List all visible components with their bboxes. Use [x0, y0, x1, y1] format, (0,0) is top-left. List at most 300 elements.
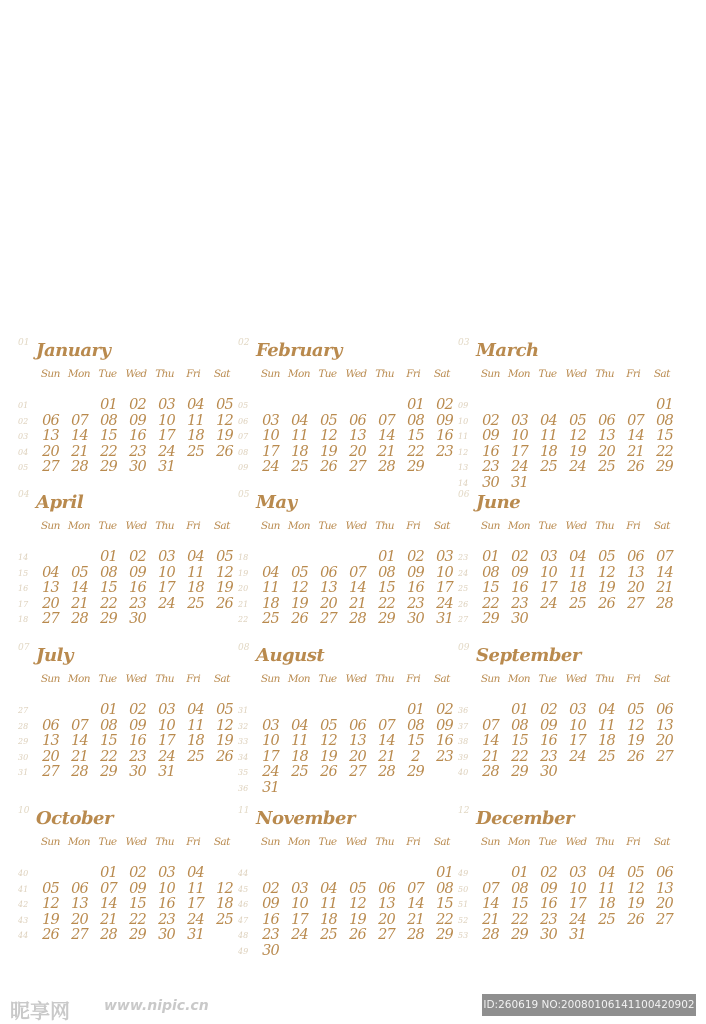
weekday-label: Tue — [538, 673, 557, 685]
weekday-label: Tue — [318, 368, 337, 380]
month-name: November — [256, 808, 355, 829]
month-number: 02 — [238, 338, 250, 348]
day-cell: 05 — [216, 702, 233, 718]
weekday-label: Fri — [626, 836, 641, 848]
day-cell: 05 — [216, 549, 233, 565]
day-cell: 26 — [216, 748, 233, 765]
day-cell: 28 — [100, 927, 117, 943]
day-cell: 20 — [42, 443, 59, 460]
week-number: 16 — [18, 584, 29, 593]
week-number: 01 — [18, 401, 29, 410]
day-cell: 20 — [42, 748, 59, 765]
day-cell: 25 — [598, 911, 615, 928]
day-cell: 16 — [158, 896, 175, 912]
day-cell: 02 — [436, 397, 453, 413]
week-row — [36, 581, 239, 596]
day-cell: 15 — [129, 896, 146, 912]
weekday-header — [36, 673, 236, 685]
day-cell — [181, 765, 210, 780]
week-row — [256, 928, 459, 943]
week-number: 49 — [238, 946, 249, 956]
week-number: 22 — [238, 615, 249, 624]
day-cell: 05 — [320, 412, 337, 429]
week-row — [476, 566, 679, 581]
day-cell: 01 — [100, 549, 117, 565]
month-name: December — [476, 808, 575, 829]
day-cell: 16 — [511, 580, 528, 596]
weekday-label: Wed — [565, 836, 587, 848]
day-cell: 06 — [320, 564, 337, 581]
day-cell: 03 — [511, 412, 528, 429]
weekday-label: Thu — [595, 520, 614, 532]
weekday-label: Sun — [480, 836, 500, 848]
day-cell: 05 — [569, 412, 586, 429]
month-number: 10 — [18, 806, 30, 816]
week-number: 37 — [458, 721, 469, 731]
day-cell: 17 — [291, 911, 308, 928]
week-row — [476, 750, 679, 765]
day-cell: 09 — [129, 412, 146, 429]
day-cell: 19 — [320, 748, 337, 765]
day-cell: 17 — [262, 748, 279, 765]
month-name: June — [476, 492, 521, 513]
day-cell: 18 — [262, 595, 279, 612]
day-cell: 28 — [482, 764, 499, 780]
day-cell: 02 — [436, 702, 453, 718]
day-cell — [476, 703, 505, 718]
day-cell: 23 — [158, 911, 175, 928]
day-cell: 27 — [42, 611, 59, 627]
day-cell: 18 — [216, 896, 233, 912]
weekday-label: Mon — [507, 520, 530, 532]
week-number: 17 — [18, 599, 29, 609]
day-cell: 13 — [320, 580, 337, 596]
week-number: 32 — [238, 721, 249, 731]
day-cell: 10 — [158, 564, 175, 581]
weekday-label: Sat — [433, 673, 450, 685]
day-cell: 18 — [598, 896, 615, 912]
weekday-label: Wed — [125, 520, 147, 532]
day-cell: 20 — [656, 733, 673, 749]
day-cell: 14 — [378, 733, 395, 749]
month-name: September — [476, 645, 581, 666]
weekday-label: Thu — [375, 368, 394, 380]
day-cell: 15 — [511, 733, 528, 749]
weekday-label: Tue — [538, 368, 557, 380]
day-cell: 01 — [511, 702, 528, 718]
week-number: 31 — [238, 706, 249, 715]
day-cell: 04 — [291, 412, 308, 429]
day-cell: 08 — [511, 880, 528, 897]
weekday-label: Sat — [653, 368, 670, 380]
day-cell: 24 — [511, 459, 528, 475]
month-block — [18, 806, 240, 956]
day-cell: 22 — [407, 443, 424, 460]
week-row — [36, 719, 239, 734]
week-row — [36, 597, 239, 612]
day-cell: 08 — [378, 564, 395, 581]
month-number: 12 — [458, 806, 470, 816]
day-cell: 02 — [540, 865, 557, 881]
day-cell: 06 — [598, 412, 615, 429]
day-cell — [36, 866, 65, 881]
day-cell — [285, 866, 314, 881]
day-cell — [181, 460, 210, 475]
day-cell: 26 — [598, 595, 615, 612]
day-cell: 28 — [71, 459, 88, 475]
week-row — [476, 734, 679, 749]
weekday-label: Thu — [595, 368, 614, 380]
day-cell: 26 — [320, 764, 337, 780]
day-cell: 28 — [482, 927, 499, 943]
weekday-label: Mon — [287, 368, 310, 380]
day-cell: 25 — [187, 595, 204, 612]
weekday-label: Sun — [260, 368, 280, 380]
weekday-label: Tue — [98, 520, 117, 532]
day-cell: 27 — [349, 459, 366, 475]
week-number: 27 — [458, 615, 469, 624]
month-number: 08 — [238, 643, 250, 653]
weekday-label: Tue — [98, 368, 117, 380]
week-row — [256, 597, 459, 612]
day-cell: 23 — [129, 443, 146, 460]
day-cell: 22 — [436, 911, 453, 928]
week-row — [256, 429, 459, 444]
week-number: 12 — [458, 447, 469, 457]
day-cell — [563, 476, 592, 491]
week-number: 20 — [238, 584, 249, 593]
day-cell: 04 — [540, 412, 557, 429]
day-cell: 26 — [291, 611, 308, 627]
day-cell: 08 — [436, 880, 453, 897]
weekday-label: Fri — [406, 368, 421, 380]
day-cell: 20 — [349, 443, 366, 460]
week-number: 40 — [458, 768, 469, 777]
day-cell — [476, 866, 505, 881]
day-cell: 30 — [129, 764, 146, 780]
week-number: 02 — [18, 416, 29, 426]
week-row — [36, 882, 239, 897]
day-cell: 25 — [598, 748, 615, 765]
week-number: 43 — [18, 915, 29, 925]
day-cell — [65, 703, 94, 718]
week-row — [476, 597, 679, 612]
day-cell: 04 — [187, 702, 204, 718]
day-cell: 28 — [71, 764, 88, 780]
week-number: 39 — [458, 752, 469, 762]
day-cell: 12 — [320, 733, 337, 749]
day-cell: 14 — [482, 733, 499, 749]
day-cell: 10 — [540, 564, 557, 581]
day-cell: 27 — [378, 927, 395, 943]
day-cell: 10 — [158, 717, 175, 734]
day-cell — [285, 781, 314, 796]
day-cell — [181, 612, 210, 627]
day-cell: 16 — [540, 733, 557, 749]
day-cell — [430, 944, 459, 959]
week-number: 05 — [238, 401, 249, 410]
day-cell: 14 — [71, 428, 88, 444]
week-number: 19 — [238, 568, 249, 578]
day-cell: 20 — [656, 896, 673, 912]
day-cell — [621, 476, 650, 491]
month-block — [18, 643, 240, 793]
weekday-label: Mon — [507, 836, 530, 848]
day-cell: 11 — [540, 428, 557, 444]
day-cell: 20 — [349, 748, 366, 765]
weekday-label: Sat — [433, 368, 450, 380]
day-cell: 27 — [42, 764, 59, 780]
day-cell: 27 — [42, 459, 59, 475]
day-cell: 03 — [262, 717, 279, 734]
week-number: 21 — [238, 599, 249, 609]
day-cell: 23 — [540, 748, 557, 765]
day-cell: 29 — [511, 927, 528, 943]
weekday-label: Thu — [595, 836, 614, 848]
day-cell — [592, 928, 621, 943]
day-cell: 02 — [511, 549, 528, 565]
weekday-header — [36, 520, 236, 532]
day-cell: 22 — [482, 595, 499, 612]
day-cell: 05 — [627, 702, 644, 718]
day-cell: 25 — [216, 911, 233, 928]
day-cell: 30 — [129, 611, 146, 627]
week-number: 40 — [18, 869, 29, 878]
day-cell — [563, 765, 592, 780]
day-cell — [314, 781, 343, 796]
day-cell: 26 — [42, 927, 59, 943]
day-cell: 25 — [569, 595, 586, 612]
day-cell: 09 — [511, 564, 528, 581]
day-cell — [372, 398, 401, 413]
day-cell: 07 — [378, 412, 395, 429]
day-cell: 20 — [627, 580, 644, 596]
day-cell: 19 — [291, 595, 308, 612]
week-number: 29 — [18, 737, 29, 746]
day-cell: 25 — [540, 459, 557, 475]
week-number: 06 — [238, 416, 249, 426]
week-row — [476, 398, 679, 413]
day-cell: 05 — [216, 397, 233, 413]
day-cell: 18 — [187, 733, 204, 749]
day-cell — [285, 550, 314, 565]
day-cell: 14 — [482, 896, 499, 912]
weekday-label: Sun — [40, 836, 60, 848]
month-name: April — [36, 492, 84, 513]
day-cell: 19 — [216, 428, 233, 444]
week-row — [256, 566, 459, 581]
day-cell: 15 — [100, 580, 117, 596]
day-cell: 26 — [349, 927, 366, 943]
weekday-label: Thu — [155, 673, 174, 685]
day-cell: 12 — [291, 580, 308, 596]
day-cell — [430, 765, 459, 780]
day-cell — [314, 398, 343, 413]
day-cell: 13 — [349, 428, 366, 444]
weekday-label: Thu — [375, 520, 394, 532]
day-cell: 19 — [598, 580, 615, 596]
day-cell — [650, 476, 679, 491]
day-cell: 15 — [100, 733, 117, 749]
day-cell: 14 — [100, 896, 117, 912]
day-cell: 24 — [158, 595, 175, 612]
month-number: 01 — [18, 338, 30, 348]
weekday-label: Mon — [67, 368, 90, 380]
month-name: March — [476, 340, 539, 361]
week-number: 27 — [18, 706, 29, 715]
day-cell: 04 — [187, 397, 204, 413]
day-cell: 17 — [262, 443, 279, 460]
day-cell: 01 — [511, 865, 528, 881]
day-cell: 27 — [627, 595, 644, 612]
month-name: August — [256, 645, 325, 666]
day-cell: 15 — [100, 428, 117, 444]
week-row — [36, 566, 239, 581]
week-number: 36 — [458, 706, 469, 715]
day-cell: 01 — [407, 397, 424, 413]
day-cell: 18 — [187, 428, 204, 444]
weekday-label: Wed — [565, 520, 587, 532]
day-cell: 07 — [482, 880, 499, 897]
day-cell: 21 — [378, 748, 395, 765]
day-cell: 22 — [100, 595, 117, 612]
day-cell: 25 — [187, 748, 204, 765]
day-cell: 21 — [71, 595, 88, 612]
day-cell: 13 — [656, 717, 673, 734]
day-cell: 10 — [511, 428, 528, 444]
weekday-label: Sat — [433, 520, 450, 532]
day-cell: 2 — [411, 748, 420, 765]
weekday-label: Wed — [125, 836, 147, 848]
day-cell: 06 — [656, 865, 673, 881]
day-cell: 11 — [320, 896, 337, 912]
weekday-label: Sun — [260, 836, 280, 848]
day-cell: 18 — [320, 911, 337, 928]
day-cell: 11 — [187, 717, 204, 734]
day-cell: 22 — [378, 595, 395, 612]
day-cell: 30 — [511, 611, 528, 627]
day-cell — [592, 765, 621, 780]
day-cell: 15 — [378, 580, 395, 596]
day-cell: 09 — [129, 880, 146, 897]
day-cell: 24 — [158, 443, 175, 460]
day-cell — [285, 944, 314, 959]
day-cell: 23 — [540, 911, 557, 928]
week-row — [256, 750, 459, 765]
day-cell: 20 — [598, 443, 615, 460]
weekday-label: Sat — [653, 520, 670, 532]
day-cell: 12 — [598, 564, 615, 581]
week-number: 26 — [458, 599, 469, 609]
weekday-label: Mon — [67, 673, 90, 685]
weekday-label: Sat — [653, 836, 670, 848]
day-cell: 05 — [627, 865, 644, 881]
day-cell — [36, 550, 65, 565]
weekday-label: Fri — [406, 673, 421, 685]
month-number: 09 — [458, 643, 470, 653]
weekday-label: Sat — [433, 836, 450, 848]
day-cell: 22 — [129, 911, 146, 928]
day-cell: 02 — [482, 412, 499, 429]
day-cell: 30 — [407, 611, 424, 627]
week-row — [256, 866, 459, 881]
day-cell: 17 — [569, 733, 586, 749]
week-row — [256, 734, 459, 749]
day-cell — [401, 781, 430, 796]
day-cell: 02 — [129, 702, 146, 718]
week-number: 28 — [18, 721, 29, 731]
weekday-label: Mon — [287, 836, 310, 848]
day-cell: 18 — [540, 443, 557, 460]
day-cell — [534, 398, 563, 413]
week-number: 38 — [458, 737, 469, 746]
day-cell — [65, 550, 94, 565]
day-cell — [372, 944, 401, 959]
day-cell: 12 — [216, 412, 233, 429]
day-cell: 08 — [100, 717, 117, 734]
day-cell: 21 — [482, 748, 499, 765]
weekday-header — [256, 520, 456, 532]
day-cell: 07 — [407, 880, 424, 897]
day-cell: 04 — [598, 702, 615, 718]
day-cell: 07 — [627, 412, 644, 429]
day-cell — [621, 398, 650, 413]
day-cell: 04 — [320, 880, 337, 897]
day-cell: 15 — [482, 580, 499, 596]
weekday-label: Sun — [40, 520, 60, 532]
week-number: 25 — [458, 584, 469, 593]
day-cell: 06 — [656, 702, 673, 718]
day-cell: 20 — [378, 911, 395, 928]
day-cell: 03 — [158, 865, 175, 881]
day-cell: 20 — [42, 595, 59, 612]
day-cell: 14 — [71, 580, 88, 596]
day-cell — [430, 460, 459, 475]
weekday-label: Sat — [213, 520, 230, 532]
day-cell: 17 — [569, 896, 586, 912]
day-cell — [621, 928, 650, 943]
day-cell — [36, 398, 65, 413]
day-cell: 06 — [627, 549, 644, 565]
weekday-label: Fri — [626, 673, 641, 685]
week-row — [476, 866, 679, 881]
day-cell — [210, 612, 239, 627]
day-cell: 01 — [407, 702, 424, 718]
day-cell: 26 — [216, 595, 233, 612]
week-row — [476, 581, 679, 596]
day-cell: 11 — [569, 564, 586, 581]
day-cell — [314, 550, 343, 565]
week-number: 23 — [458, 553, 469, 562]
day-cell — [256, 866, 285, 881]
day-cell: 04 — [291, 717, 308, 734]
day-cell: 29 — [436, 927, 453, 943]
day-cell: 24 — [569, 459, 586, 475]
day-cell: 15 — [436, 896, 453, 912]
day-cell — [314, 944, 343, 959]
day-cell: 12 — [216, 717, 233, 734]
day-cell: 25 — [320, 927, 337, 943]
weekday-label: Mon — [67, 836, 90, 848]
day-cell: 18 — [598, 733, 615, 749]
day-cell: 31 — [436, 611, 453, 627]
week-row — [36, 445, 239, 460]
day-cell: 24 — [291, 927, 308, 943]
day-cell: 09 — [540, 880, 557, 897]
day-cell: 08 — [656, 412, 673, 429]
day-cell: 19 — [42, 911, 59, 928]
day-cell: 11 — [187, 564, 204, 581]
